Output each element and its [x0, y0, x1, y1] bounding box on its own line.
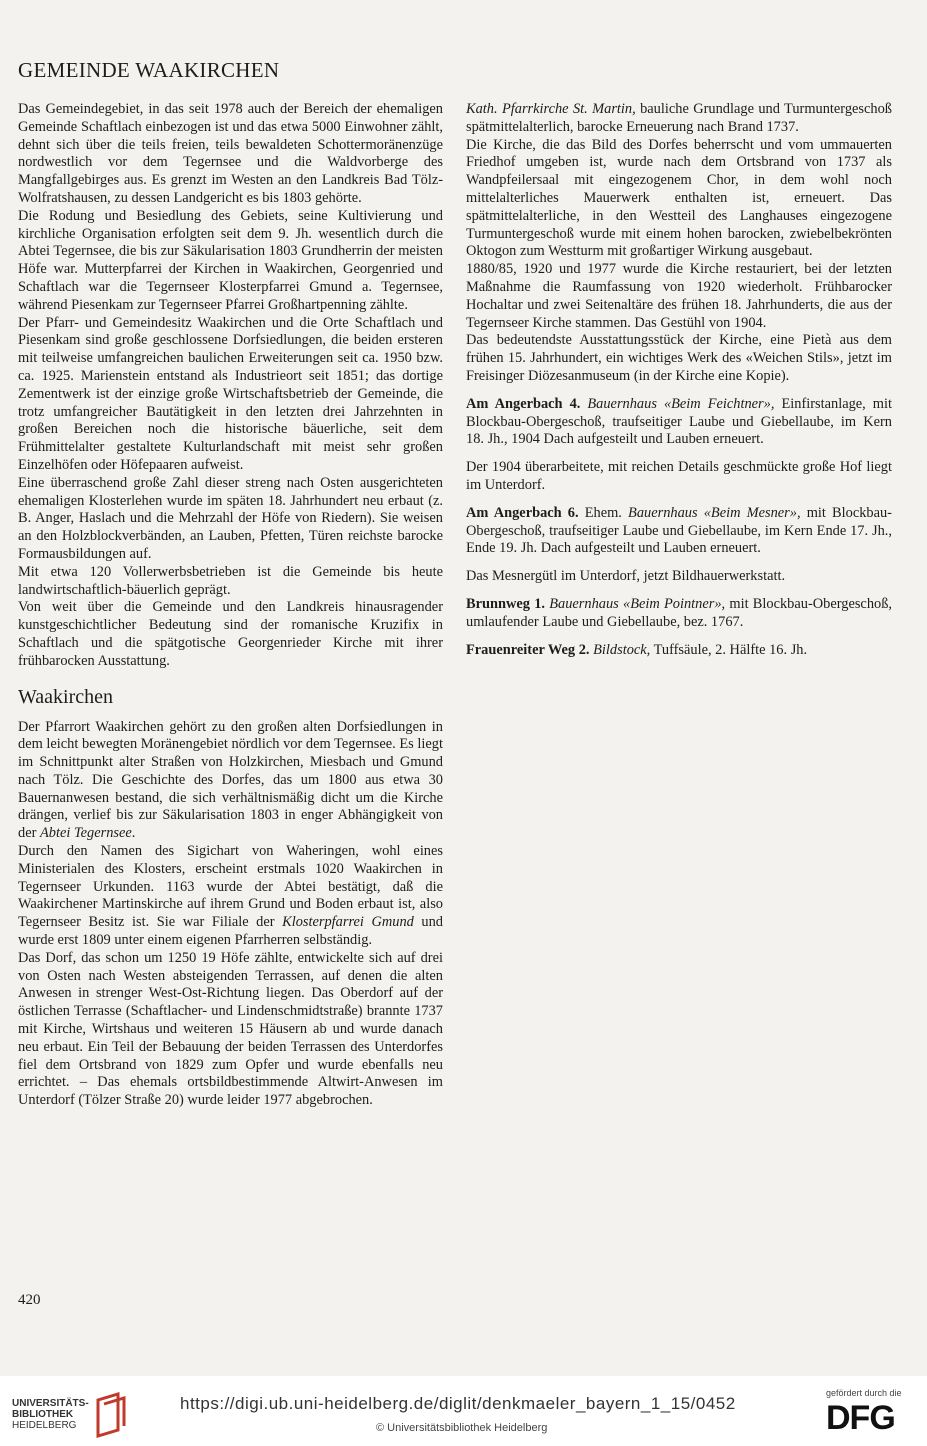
page-title: GEMEINDE WAAKIRCHEN [18, 58, 280, 82]
church-paragraph: 1880/85, 1920 und 1977 wurde die Kirche restauriert, bei der letzten Maßnahme die Raumfassung von 1920 wiederholt. Frühbarocker Hochaltar und zwei Seitenaltäre des frühen 18. Jahrhunderts, die aus der Tegernseer Kirche stammen. Das Gestühl von 1904. [466, 261, 892, 331]
permalink-url[interactable]: https://digi.ub.uni-heidelberg.de/diglit/denkmaeler_bayern_1_15/0452 [180, 1394, 736, 1413]
church-paragraph: Das bedeutendste Ausstattungsstück der Kirche, eine Pietà aus dem frühen 15. Jahrhundert, ein wichtiges Werk des «Weichen Stils», jetzt im Freisinger Diözesanmuseum (in der Kirche eine Kopie). [466, 332, 892, 384]
intro-paragraph: Das Gemeindegebiet, in das seit 1978 auch der Bereich der ehemaligen Gemeinde Schaftlach einbezogen ist und das etwa 5000 Einwohner zählt, dehnt sich über die teils freien, teils bewaldeten Schottermoränenzüge nordwestlich vor dem Tegernsee und die Waldvorberge des Mangfallgebirges aus. Es grenzt im Westen an den Landkreis Bad Tölz-Wolfratshausen, zu dessen Landgericht es bis 1803 gehörte. [18, 101, 443, 206]
entry-note: Der 1904 überarbeitete, mit reichen Details geschmückte große Hof liegt im Unterdorf. [466, 459, 892, 493]
intro-paragraph: Mit etwa 120 Vollerwerbsbetrieben ist die Gemeinde bis heute landwirtschaftlich-bäuerlich geprägt. [18, 563, 443, 598]
intro-paragraph: Der Pfarr- und Gemeindesitz Waakirchen und die Orte Schaftlach und Piesenkam sind große geschlossene Dorfsiedlungen, die beiden ersteren mit teilweise umfangreichen baulichen Erweiterungen seit ca. 1950 bzw. ca. 1925. Marienstein entstand als Industrieort seit 1851; das dortige Zementwerk ist der einzige große Wirtschaftsbetrieb der Gemeinde, die trotz umfangreicher Bautätigkeit in den letzten drei Jahrzehnten in großen Bereichen noch die historische bäuerliche, seit dem Frühmittelalter gestaltete Kulturlandschaft mit meist sehr großen Einzelhöfen oder Höfepaaren aufweist. [18, 314, 443, 473]
library-logo-icon [92, 1390, 128, 1438]
right-column [466, 101, 892, 659]
entry-am-angerbach-4: Am Angerbach 4. Bauernhaus «Beim Feichtner», Einfirstanlage, mit Blockbau-Obergeschoß, traufseitiger Laube und Giebellaube, im Kern 18. Jh., 1904 Dach aufgesteilt und Lauben erneuert. [466, 395, 892, 448]
digitization-footer [0, 1376, 927, 1446]
church-entry: Kath. Pfarrkirche St. Martin, bauliche Grundlage und Turmuntergeschoß spätmittelalterlich, barocke Erneuerung nach Brand 1737. [466, 101, 892, 135]
intro-paragraph: Von weit über die Gemeinde und den Landkreis hinausragender kunstgeschichtlicher Bedeutung sind der romanische Kruzifix in Schaftlach und die spätgotische Georgenrieder Kirche mit ihrer frühbarocken Ausstattung. [18, 599, 443, 669]
copyright-notice: © Universitätsbibliothek Heidelberg [376, 1422, 548, 1434]
waakirchen-paragraph-3: Das Dorf, das schon um 1250 19 Höfe zählte, entwickelte sich auf drei von Osten nach Westen absteigenden Terrassen, auf denen die alten Anwesen in strenger West-Ost-Richtung liegen. Das Oberdorf auf der östlichen Terrasse (Schaftlacher- und Lindenschmidtstraße) brannte 1737 mit Kirche, Wirtshaus und weiteren 15 Häusern ab und wurde danach neu erbaut. Ein Teil der Bebauung der beiden Terrassen des Unterdorfes fiel dem Ortsbrand von 1829 zum Opfer und wurde ebenfalls neu errichtet. – Das ehemals ortsbildbestimmende Altwirt-Anwesen im Unterdorf (Tölzer Straße 20) wurde leider 1977 abgebrochen. [18, 949, 443, 1109]
waakirchen-paragraph-1: Der Pfarrort Waakirchen gehört zu den großen alten Dorfsiedlungen in dem leicht bewegten Moränengebiet nördlich vor dem Tegernsee. Es liegt im Schnittpunkt alter Straßen von Holzkirchen, Miesbach und Gmund nach Tölz. Die Geschichte des Dorfes, das um 1800 aus etwa 30 Bauernanwesen bestand, die sich verhältnismäßig dicht um die Kirche drängen, verlief bis zur Säkularisation 1803 in enger Abhängigkeit von der Abtei Tegernsee. [18, 718, 443, 842]
page-number: 420 [18, 1292, 41, 1308]
funding-notice: gefördert durch die [826, 1388, 902, 1398]
entry-am-angerbach-6: Am Angerbach 6. Ehem. Bauernhaus «Beim Mesner», mit Blockbau-Obergeschoß, traufseitiger Laube und Giebellaube, im Kern Ende 17. Jh., Ende 19. Jh. Dach aufgesteilt und Lauben erneuert. [466, 504, 892, 557]
entry-note: Das Mesnergütl im Unterdorf, jetzt Bildhauerwerkstatt. [466, 568, 786, 585]
entry-frauenreiter-weg-2: Frauenreiter Weg 2. Bildstock, Tuffsäule, 2. Hälfte 16. Jh. [466, 641, 808, 658]
entry-brunnweg-1: Brunnweg 1. Bauernhaus «Beim Pointner», mit Blockbau-Obergeschoß, umlaufender Laube und Giebellaube, bez. 1767. [466, 595, 892, 630]
dfg-logo: DFG [826, 1399, 895, 1437]
church-paragraph: Die Kirche, die das Bild des Dorfes beherrscht und vom ummauerten Friedhof umgeben ist, wurde nach dem Ortsbrand von 1737 als Wandpfeilersaal mit eingezogenem Chor, in dem wohl noch mittelalterliches Mauerwerk enthalten ist, erneuert. Das spätmittelalterliche, in den Westteil des Langhauses eingezogene Turmuntergeschoß wurde mit einem hohen barocken, zwiebelbekrönten Oktogon zum Westturm mit großartiger Wirkung ausgebaut. [466, 136, 892, 260]
intro-paragraph: Eine überraschend große Zahl dieser streng nach Osten ausgerichteten ehemaligen Klosterlehen wurde im späten 18. Jahrhundert neu erbaut (z. B. Anger, Haslach und die Mehrzahl der Höfe von Riedern). Sie weisen an den Holzblockverbänden, an Lauben, Pfetten, Türen reichste barocke Formausbildungen auf. [18, 474, 443, 562]
left-column [18, 101, 443, 1110]
waakirchen-paragraph-2: Durch den Namen des Sigichart von Waheringen, wohl eines Ministerialen des Klosters, erscheint erstmals 1020 Waakirchen in Tegernseer Urkunden. 1163 wurde der Abtei bestätigt, daß die Waakirchener Martinskirche auf ihrem Grund und Boden erbaut ist, also Tegernseer Besitz ist. Sie war Filiale der Klosterpfarrei Gmund und wurde erst 1809 unter einem eigenen Pfarrherren selbständig. [18, 843, 443, 949]
intro-paragraph: Die Rodung und Besiedlung des Gebiets, seine Kultivierung und kirchliche Organisation erfolgten seit dem 9. Jh. wesentlich durch die Abtei Tegernsee, die bis zur Säkularisation 1803 Grundherrin der meisten Höfe war. Mutterpfarrei der Kirchen in Waakirchen, Georgenried und Schaftlach war die Tegernseer Klosterpfarrei Gmund a. Tegernsee, während Piesenkam zur Tegernseer Pfarrei Großhartpenning zählte. [18, 207, 443, 313]
library-logo-text: UNIVERSITÄTS- BIBLIOTHEK HEIDELBERG [12, 1398, 89, 1431]
section-heading-waakirchen: Waakirchen [18, 685, 113, 708]
